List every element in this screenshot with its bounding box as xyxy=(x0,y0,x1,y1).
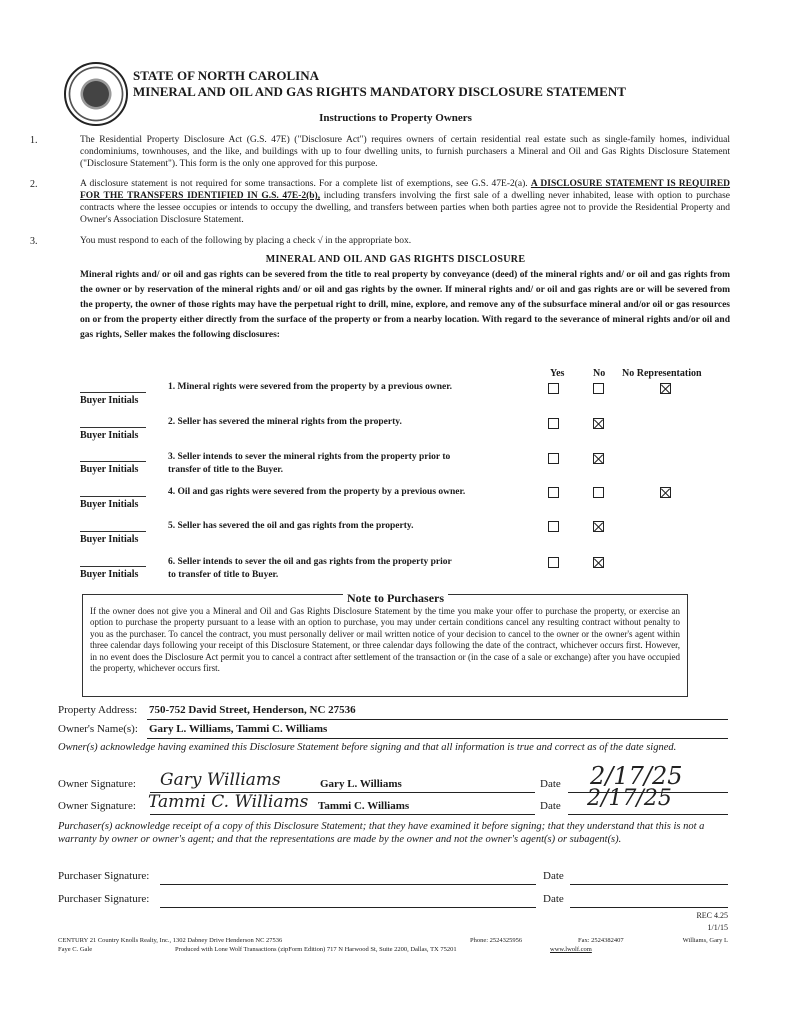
purchaser-signature-label: Purchaser Signature: xyxy=(58,870,150,882)
yes-checkbox[interactable] xyxy=(548,557,559,568)
disclosure-title: MINERAL AND OIL AND GAS RIGHTS DISCLOSURE xyxy=(265,254,526,265)
owner-signature-label: Owner Signature: xyxy=(58,800,136,812)
buyer-initials-line[interactable] xyxy=(80,392,146,393)
buyer-initials-label: Buyer Initials xyxy=(80,534,139,545)
no-checkbox[interactable] xyxy=(593,453,604,464)
purchaser-date-line[interactable] xyxy=(570,907,728,908)
no-checkbox[interactable] xyxy=(593,521,604,532)
property-address-line xyxy=(147,719,728,720)
no-representation-checkbox[interactable] xyxy=(660,487,671,498)
question-text: 4. Oil and gas rights were severed from the property by a previous owner. xyxy=(168,487,466,497)
yes-checkbox[interactable] xyxy=(548,487,559,498)
column-yes: Yes xyxy=(550,368,565,379)
no-checkbox[interactable] xyxy=(593,383,604,394)
date-label: Date xyxy=(543,893,564,905)
footer-company: CENTURY 21 Country Knolls Realty, Inc., 1302 Dabney Drive Henderson NC 27536 xyxy=(58,937,283,944)
owner-signature-1[interactable]: Gary Williams xyxy=(160,770,281,790)
note-title: Note to Purchasers xyxy=(0,591,791,606)
instructions-title: Instructions to Property Owners xyxy=(319,112,472,124)
disclosure-intro: Mineral rights and/ or oil and gas rights can be severed from the title to real property by conveyance (deed) of the mineral rights and/ or oil and gas rights from the owner or by reservation of the mineral rights and/ or oil and gas rights by the owner. If mineral rights and/ or oil and gas rights are or will be severed from the property, the owner of those rights may have the perpetual right to drill, mine, explore, and remove any of the subsurface mineral and/or oil or gas resources on or from the property either directly from the surface of the property or from a nearby location. With regard to the severance of mineral rights and/or oil and gas rights, Seller makes the following disclosures: xyxy=(80,270,730,340)
form-title: MINERAL AND OIL AND GAS RIGHTS MANDATORY DISCLOSURE STATEMENT xyxy=(133,84,626,99)
instruction-number: 3. xyxy=(30,236,38,247)
owner-printed-name-1: Gary L. Williams xyxy=(320,778,402,790)
buyer-initials-label: Buyer Initials xyxy=(80,430,139,441)
instruction-text-1: The Residential Property Disclosure Act (G.S. 47E) ("Disclosure Act") requires owners of certain residential real estate such as single-family homes, individual condominiums, townhouses, and the like, and buildings with up to four dwelling units, to furnish purchasers a Mineral and Oil and Gas Rights Disclosure Statement ("Disclosure Statement"). This form is the only one approved for this purpose. xyxy=(80,135,730,169)
buyer-initials-label: Buyer Initials xyxy=(80,499,139,510)
no-checkbox[interactable] xyxy=(593,418,604,429)
owner-names-value[interactable]: Gary L. Williams, Tammi C. Williams xyxy=(149,723,328,735)
form-date: 1/1/15 xyxy=(707,923,728,932)
owner-names-line xyxy=(147,738,728,739)
date-label: Date xyxy=(543,870,564,882)
yes-checkbox[interactable] xyxy=(548,453,559,464)
property-address-label: Property Address: xyxy=(58,704,138,716)
question-text: 6. Seller intends to sever the oil and gas rights from the property prior to transfer of title to Buyer. xyxy=(168,557,452,580)
owner-date-1[interactable]: 2/17/25 xyxy=(590,762,683,790)
buyer-initials-line[interactable] xyxy=(80,461,146,462)
no-representation-checkbox[interactable] xyxy=(660,383,671,394)
question-text: 1. Mineral rights were severed from the property by a previous owner. xyxy=(168,382,452,392)
state-name: STATE OF NORTH CAROLINA xyxy=(133,68,320,83)
footer-url[interactable]: www.lwolf.com xyxy=(550,946,592,953)
instruction-text-3: You must respond to each of the following by placing a check √ in the appropriate box. xyxy=(80,236,412,246)
date-label: Date xyxy=(540,778,561,790)
instruction-text-2: A disclosure statement is not required for some transactions. For a complete list of exemptions, see G.S. 47E-2(a). A DISCLOSURE STATEMENT IS REQUIRED FOR THE TRANSFERS IDENTIFIED IN G.S. 47E-2(b), including transfers involving the first sale of a dwelling never inhabited, lease with option to purchase contracts where the lessee occupies or intends to occupy the dwelling, and transfers between parties when both parties agree not to provide the Residential Property and Owner's Association Disclosure Statement. xyxy=(80,179,731,225)
instruction-number: 2. xyxy=(30,179,38,190)
buyer-initials-line[interactable] xyxy=(80,496,146,497)
form-code: REC 4.25 xyxy=(696,911,728,920)
purchaser-signature-line[interactable] xyxy=(160,884,536,885)
no-checkbox[interactable] xyxy=(593,487,604,498)
footer-agent: Faye C. Gale xyxy=(58,946,93,953)
no-checkbox[interactable] xyxy=(593,557,604,568)
column-no: No xyxy=(593,368,606,379)
yes-checkbox[interactable] xyxy=(548,418,559,429)
property-address-value[interactable]: 750-752 David Street, Henderson, NC 27536 xyxy=(149,704,356,716)
owner-names-label: Owner's Name(s): xyxy=(58,723,138,735)
instruction-number: 1. xyxy=(30,135,38,146)
buyer-initials-label: Buyer Initials xyxy=(80,464,139,475)
buyer-initials-line[interactable] xyxy=(80,531,146,532)
owner-acknowledgment: Owner(s) acknowledge having examined this Disclosure Statement before signing and that all information is true and correct as of the date signed. xyxy=(58,742,677,753)
date-label: Date xyxy=(540,800,561,812)
question-text: 5. Seller has severed the oil and gas rights from the property. xyxy=(168,521,414,531)
buyer-initials-line[interactable] xyxy=(80,427,146,428)
note-text: If the owner does not give you a Mineral and Oil and Gas Rights Disclosure Statement by the time you make your offer to purchase the property, or exercise an option to purchase the property pursuant to a lease with an option to purchase, you may under certain conditions cancel any resulting contract without penalty to you as the purchaser. To cancel the contract, you must personally deliver or mail written notice of your decision to cancel to the owner or the owner's agent within three calendar days following your receipt of this Disclosure Statement, or three calendar days following the date of the contract, whichever occurs first. However, in no event does the Disclosure Act permit you to cancel a contract after settlement of the transaction or (in the case of a sale or exchange) after you have occupied the property, whichever occurs first. xyxy=(90,606,680,674)
owner-date-2[interactable]: 2/17/25 xyxy=(587,786,672,811)
owner-signature-2[interactable]: Tammi C. Williams xyxy=(148,792,309,812)
column-no-representation: No Representation xyxy=(622,368,702,379)
yes-checkbox[interactable] xyxy=(548,521,559,532)
footer-client: Williams, Gary L xyxy=(682,937,728,944)
footer-phone: Phone: 2524325956 xyxy=(470,937,523,944)
date-line xyxy=(568,814,728,815)
purchaser-signature-label: Purchaser Signature: xyxy=(58,893,150,905)
buyer-initials-label: Buyer Initials xyxy=(80,569,139,580)
owner-printed-name-2: Tammi C. Williams xyxy=(318,800,410,812)
purchaser-signature-line[interactable] xyxy=(160,907,536,908)
yes-checkbox[interactable] xyxy=(548,383,559,394)
buyer-initials-label: Buyer Initials xyxy=(80,395,139,406)
buyer-initials-line[interactable] xyxy=(80,566,146,567)
purchaser-acknowledgment: Purchaser(s) acknowledge receipt of a copy of this Disclosure Statement; that they have examined it before signing; that they understand that this is not a warranty by owner or owner's agent; and that the representations are made by the owner and not the owner's agent(s) or subagent(s). xyxy=(58,821,705,845)
purchaser-date-line[interactable] xyxy=(570,884,728,885)
footer-produced: Produced with Lone Wolf Transactions (zipForm Edition) 717 N Harwood St, Suite 2200, Dallas, TX 75201 xyxy=(175,946,457,953)
signature-line xyxy=(150,814,535,815)
question-text: 3. Seller intends to sever the mineral rights from the property prior to transfer of title to the Buyer. xyxy=(168,452,451,475)
question-text: 2. Seller has severed the mineral rights from the property. xyxy=(168,417,402,427)
footer-fax: Fax: 2524382407 xyxy=(578,937,624,944)
owner-signature-label: Owner Signature: xyxy=(58,778,136,790)
